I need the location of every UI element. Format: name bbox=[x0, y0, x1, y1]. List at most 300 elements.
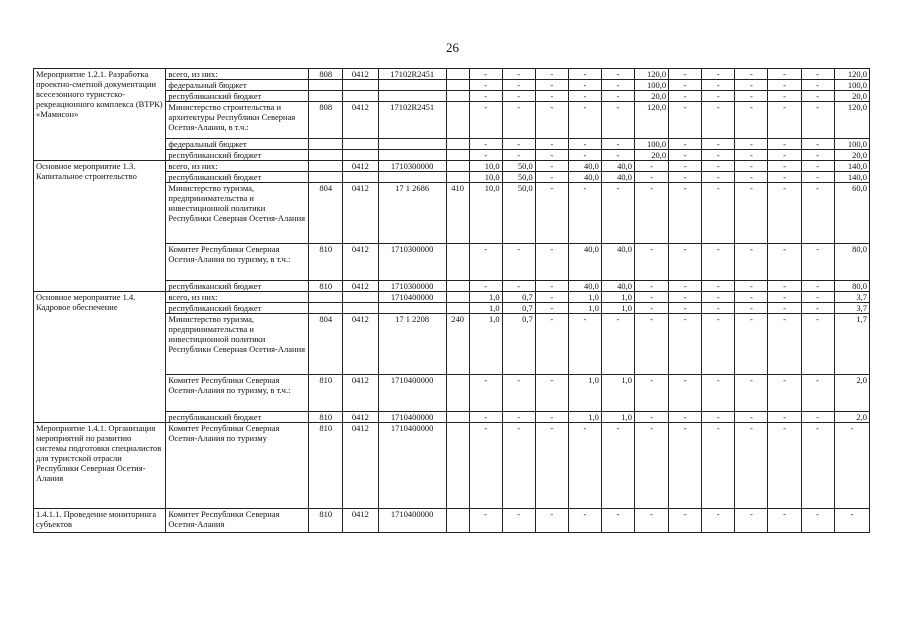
amount-cell: - bbox=[635, 281, 669, 292]
amount-cell: 10,0 bbox=[469, 161, 502, 172]
amount-cell: - bbox=[568, 91, 601, 102]
amount-cell: - bbox=[469, 412, 502, 423]
amount-cell: - bbox=[535, 139, 568, 150]
amount-cell: - bbox=[735, 183, 768, 244]
source-cell: Комитет Республики Северная Осетия-Алания по туризму bbox=[166, 423, 309, 509]
code-cell: 1710300000 bbox=[378, 244, 446, 281]
code-cell bbox=[309, 172, 343, 183]
amount-cell: - bbox=[801, 244, 834, 281]
code-cell: 1710300000 bbox=[378, 281, 446, 292]
amount-cell: - bbox=[502, 509, 535, 533]
code-cell bbox=[343, 172, 378, 183]
amount-cell: 2,0 bbox=[834, 412, 869, 423]
source-cell: Министерство строительства и архитектуры Республики Северная Осетия-Алания, в т.ч.: bbox=[166, 102, 309, 139]
amount-cell: - bbox=[635, 375, 669, 412]
amount-cell: - bbox=[735, 244, 768, 281]
amount-cell: - bbox=[735, 102, 768, 139]
code-cell: 810 bbox=[309, 509, 343, 533]
amount-cell: - bbox=[669, 375, 702, 412]
amount-cell: - bbox=[535, 244, 568, 281]
amount-cell: - bbox=[702, 412, 735, 423]
amount-cell: 20,0 bbox=[834, 91, 869, 102]
amount-cell: - bbox=[669, 69, 702, 80]
amount-cell: 1,0 bbox=[469, 292, 502, 303]
code-cell: 804 bbox=[309, 183, 343, 244]
amount-cell: - bbox=[669, 80, 702, 91]
code-cell bbox=[309, 303, 343, 314]
amount-cell: 50,0 bbox=[502, 183, 535, 244]
activity-cell: Мероприятие 1.4.1. Организация мероприятий по развитию системы подготовки специалистов для туристской отрасли Республики Северная Осетия-Алания bbox=[34, 423, 166, 509]
amount-cell: - bbox=[469, 244, 502, 281]
code-cell: 0412 bbox=[343, 102, 378, 139]
amount-cell: - bbox=[735, 292, 768, 303]
amount-cell: - bbox=[669, 172, 702, 183]
code-cell: 0412 bbox=[343, 281, 378, 292]
activity-cell: Основное мероприятие 1.3. Капитальное строительство bbox=[34, 161, 166, 292]
code-cell bbox=[309, 139, 343, 150]
amount-cell: - bbox=[669, 292, 702, 303]
activity-cell: Мероприятие 1.2.1. Разработка проектно-сметной документации всесезонного туристско-рекреационного комплекса (ВТРК) «Мамисон» bbox=[34, 69, 166, 161]
source-cell: республиканский бюджет bbox=[166, 172, 309, 183]
code-cell bbox=[446, 102, 469, 139]
amount-cell: - bbox=[502, 69, 535, 80]
amount-cell: 40,0 bbox=[568, 172, 601, 183]
amount-cell: - bbox=[768, 102, 801, 139]
amount-cell: - bbox=[735, 172, 768, 183]
code-cell: 0412 bbox=[343, 183, 378, 244]
amount-cell: - bbox=[768, 80, 801, 91]
code-cell: 1710400000 bbox=[378, 423, 446, 509]
amount-cell: 3,7 bbox=[834, 292, 869, 303]
code-cell bbox=[378, 91, 446, 102]
amount-cell: 60,0 bbox=[834, 183, 869, 244]
amount-cell: - bbox=[801, 303, 834, 314]
amount-cell: 100,0 bbox=[834, 139, 869, 150]
amount-cell: - bbox=[535, 172, 568, 183]
amount-cell: 0,7 bbox=[502, 314, 535, 375]
amount-cell: - bbox=[568, 150, 601, 161]
amount-cell: - bbox=[635, 183, 669, 244]
amount-cell: - bbox=[469, 423, 502, 509]
amount-cell: - bbox=[801, 80, 834, 91]
amount-cell: - bbox=[568, 102, 601, 139]
amount-cell: 3,7 bbox=[834, 303, 869, 314]
amount-cell: - bbox=[768, 139, 801, 150]
amount-cell: - bbox=[535, 183, 568, 244]
amount-cell: - bbox=[702, 281, 735, 292]
amount-cell: - bbox=[502, 423, 535, 509]
source-cell: Комитет Республики Северная Осетия-Алания по туризму, в т.ч.: bbox=[166, 244, 309, 281]
amount-cell: - bbox=[801, 102, 834, 139]
amount-cell: 10,0 bbox=[469, 183, 502, 244]
amount-cell: 40,0 bbox=[601, 244, 634, 281]
code-cell: 17102R2451 bbox=[378, 69, 446, 80]
amount-cell: - bbox=[601, 139, 634, 150]
code-cell bbox=[446, 375, 469, 412]
amount-cell: - bbox=[768, 150, 801, 161]
amount-cell: - bbox=[669, 150, 702, 161]
amount-cell: - bbox=[801, 161, 834, 172]
amount-cell: - bbox=[702, 91, 735, 102]
amount-cell: - bbox=[768, 509, 801, 533]
code-cell bbox=[309, 150, 343, 161]
amount-cell: - bbox=[535, 150, 568, 161]
code-cell: 1710400000 bbox=[378, 509, 446, 533]
code-cell bbox=[446, 139, 469, 150]
amount-cell: - bbox=[735, 161, 768, 172]
amount-cell: - bbox=[801, 183, 834, 244]
table-row bbox=[34, 292, 870, 303]
code-cell bbox=[309, 91, 343, 102]
amount-cell: 100,0 bbox=[635, 80, 669, 91]
amount-cell: 20,0 bbox=[635, 150, 669, 161]
amount-cell: 1,0 bbox=[568, 303, 601, 314]
amount-cell: - bbox=[768, 303, 801, 314]
amount-cell: 2,0 bbox=[834, 375, 869, 412]
amount-cell: - bbox=[469, 281, 502, 292]
amount-cell: - bbox=[735, 412, 768, 423]
code-cell bbox=[446, 423, 469, 509]
amount-cell: - bbox=[801, 375, 834, 412]
amount-cell: 140,0 bbox=[834, 172, 869, 183]
amount-cell: - bbox=[568, 314, 601, 375]
amount-cell: - bbox=[735, 80, 768, 91]
amount-cell: 40,0 bbox=[601, 281, 634, 292]
amount-cell: - bbox=[702, 150, 735, 161]
code-cell: 1710400000 bbox=[378, 292, 446, 303]
amount-cell: - bbox=[702, 244, 735, 281]
code-cell bbox=[446, 244, 469, 281]
amount-cell: 10,0 bbox=[469, 172, 502, 183]
amount-cell: 50,0 bbox=[502, 161, 535, 172]
amount-cell: - bbox=[702, 303, 735, 314]
code-cell bbox=[446, 80, 469, 91]
code-cell bbox=[446, 91, 469, 102]
amount-cell: 50,0 bbox=[502, 172, 535, 183]
amount-cell: - bbox=[834, 423, 869, 509]
amount-cell: 80,0 bbox=[834, 281, 869, 292]
amount-cell: 1,0 bbox=[601, 303, 634, 314]
amount-cell: 1,0 bbox=[469, 303, 502, 314]
amount-cell: - bbox=[635, 161, 669, 172]
amount-cell: - bbox=[601, 314, 634, 375]
amount-cell: - bbox=[635, 172, 669, 183]
code-cell: 808 bbox=[309, 102, 343, 139]
activity-cell: 1.4.1.1. Проведение мониторинга субъектов bbox=[34, 509, 166, 533]
amount-cell: - bbox=[669, 183, 702, 244]
amount-cell: - bbox=[834, 509, 869, 533]
amount-cell: - bbox=[568, 69, 601, 80]
amount-cell: - bbox=[801, 423, 834, 509]
amount-cell: - bbox=[768, 314, 801, 375]
amount-cell: - bbox=[669, 412, 702, 423]
source-cell: всего, из них: bbox=[166, 161, 309, 172]
amount-cell: - bbox=[568, 139, 601, 150]
source-cell: Комитет Республики Северная Осетия-Алания bbox=[166, 509, 309, 533]
amount-cell: 1,7 bbox=[834, 314, 869, 375]
amount-cell: - bbox=[635, 314, 669, 375]
amount-cell: - bbox=[768, 292, 801, 303]
amount-cell: - bbox=[669, 281, 702, 292]
code-cell: 0412 bbox=[343, 161, 378, 172]
amount-cell: 120,0 bbox=[834, 102, 869, 139]
code-cell: 0412 bbox=[343, 423, 378, 509]
source-cell: федеральный бюджет bbox=[166, 80, 309, 91]
amount-cell: - bbox=[702, 102, 735, 139]
amount-cell: - bbox=[735, 314, 768, 375]
amount-cell: - bbox=[568, 423, 601, 509]
amount-cell: 20,0 bbox=[635, 91, 669, 102]
amount-cell: 100,0 bbox=[635, 139, 669, 150]
amount-cell: 120,0 bbox=[635, 69, 669, 80]
amount-cell: - bbox=[568, 80, 601, 91]
amount-cell: - bbox=[535, 375, 568, 412]
amount-cell: 1,0 bbox=[568, 412, 601, 423]
code-cell bbox=[378, 80, 446, 91]
code-cell: 0412 bbox=[343, 509, 378, 533]
code-cell bbox=[309, 161, 343, 172]
code-cell: 810 bbox=[309, 375, 343, 412]
amount-cell: - bbox=[702, 69, 735, 80]
amount-cell: - bbox=[535, 102, 568, 139]
table-row bbox=[34, 69, 870, 80]
amount-cell: - bbox=[535, 412, 568, 423]
amount-cell: - bbox=[669, 161, 702, 172]
code-cell bbox=[343, 139, 378, 150]
amount-cell: - bbox=[502, 281, 535, 292]
code-cell bbox=[446, 303, 469, 314]
amount-cell: - bbox=[669, 244, 702, 281]
amount-cell: - bbox=[801, 69, 834, 80]
table-row bbox=[34, 423, 870, 509]
amount-cell: 120,0 bbox=[834, 69, 869, 80]
amount-cell: - bbox=[768, 375, 801, 412]
amount-cell: - bbox=[635, 244, 669, 281]
amount-cell: 0,7 bbox=[502, 303, 535, 314]
amount-cell: - bbox=[735, 139, 768, 150]
amount-cell: - bbox=[601, 80, 634, 91]
amount-cell: - bbox=[535, 161, 568, 172]
amount-cell: - bbox=[801, 91, 834, 102]
amount-cell: - bbox=[702, 423, 735, 509]
code-cell bbox=[446, 150, 469, 161]
code-cell bbox=[343, 150, 378, 161]
amount-cell: - bbox=[601, 183, 634, 244]
amount-cell: - bbox=[502, 412, 535, 423]
amount-cell: - bbox=[535, 303, 568, 314]
amount-cell: - bbox=[702, 314, 735, 375]
amount-cell: 40,0 bbox=[601, 161, 634, 172]
amount-cell: - bbox=[735, 281, 768, 292]
source-cell: федеральный бюджет bbox=[166, 139, 309, 150]
amount-cell: 0,7 bbox=[502, 292, 535, 303]
amount-cell: - bbox=[735, 303, 768, 314]
amount-cell: - bbox=[801, 150, 834, 161]
amount-cell: - bbox=[735, 69, 768, 80]
amount-cell: 40,0 bbox=[568, 161, 601, 172]
amount-cell: - bbox=[502, 244, 535, 281]
amount-cell: 1,0 bbox=[601, 412, 634, 423]
table-row bbox=[34, 509, 870, 533]
code-cell: 1710300000 bbox=[378, 161, 446, 172]
amount-cell: - bbox=[535, 69, 568, 80]
code-cell bbox=[378, 150, 446, 161]
amount-cell: 1,0 bbox=[568, 292, 601, 303]
amount-cell: - bbox=[735, 91, 768, 102]
amount-cell: 1,0 bbox=[469, 314, 502, 375]
code-cell: 0412 bbox=[343, 375, 378, 412]
amount-cell: - bbox=[502, 375, 535, 412]
amount-cell: - bbox=[768, 91, 801, 102]
amount-cell: - bbox=[502, 91, 535, 102]
amount-cell: 40,0 bbox=[568, 281, 601, 292]
amount-cell: - bbox=[801, 292, 834, 303]
amount-cell: - bbox=[535, 91, 568, 102]
code-cell: 810 bbox=[309, 412, 343, 423]
amount-cell: - bbox=[768, 172, 801, 183]
amount-cell: - bbox=[801, 281, 834, 292]
amount-cell: - bbox=[502, 80, 535, 91]
source-cell: республиканский бюджет bbox=[166, 91, 309, 102]
amount-cell: - bbox=[768, 183, 801, 244]
source-cell: республиканский бюджет bbox=[166, 303, 309, 314]
code-cell: 17 1 2686 bbox=[378, 183, 446, 244]
amount-cell: - bbox=[669, 314, 702, 375]
code-cell: 410 bbox=[446, 183, 469, 244]
amount-cell: - bbox=[768, 423, 801, 509]
code-cell: 804 bbox=[309, 314, 343, 375]
amount-cell: - bbox=[469, 375, 502, 412]
amount-cell: 1,0 bbox=[568, 375, 601, 412]
budget-table bbox=[33, 68, 870, 533]
source-cell: Комитет Республики Северная Осетия-Алания по туризму, в т.ч.: bbox=[166, 375, 309, 412]
amount-cell: - bbox=[469, 69, 502, 80]
amount-cell: - bbox=[735, 509, 768, 533]
code-cell: 1710400000 bbox=[378, 412, 446, 423]
amount-cell: - bbox=[601, 150, 634, 161]
amount-cell: 80,0 bbox=[834, 244, 869, 281]
code-cell: 810 bbox=[309, 423, 343, 509]
amount-cell: - bbox=[635, 292, 669, 303]
amount-cell: - bbox=[801, 314, 834, 375]
code-cell: 810 bbox=[309, 281, 343, 292]
code-cell bbox=[378, 172, 446, 183]
amount-cell: - bbox=[735, 375, 768, 412]
amount-cell: - bbox=[635, 303, 669, 314]
amount-cell: - bbox=[568, 509, 601, 533]
code-cell bbox=[343, 91, 378, 102]
amount-cell: 140,0 bbox=[834, 161, 869, 172]
amount-cell: - bbox=[469, 80, 502, 91]
activity-cell: Основное мероприятие 1.4. Кадровое обеспечение bbox=[34, 292, 166, 423]
amount-cell: - bbox=[469, 102, 502, 139]
amount-cell: 40,0 bbox=[568, 244, 601, 281]
code-cell bbox=[446, 281, 469, 292]
amount-cell: - bbox=[735, 150, 768, 161]
amount-cell: - bbox=[801, 139, 834, 150]
amount-cell: - bbox=[768, 69, 801, 80]
amount-cell: - bbox=[801, 509, 834, 533]
code-cell bbox=[343, 80, 378, 91]
amount-cell: - bbox=[702, 183, 735, 244]
code-cell bbox=[378, 303, 446, 314]
amount-cell: - bbox=[601, 102, 634, 139]
source-cell: всего, из них: bbox=[166, 292, 309, 303]
code-cell bbox=[446, 161, 469, 172]
amount-cell: - bbox=[535, 292, 568, 303]
code-cell bbox=[446, 69, 469, 80]
amount-cell: - bbox=[535, 509, 568, 533]
amount-cell: - bbox=[669, 303, 702, 314]
amount-cell: - bbox=[502, 150, 535, 161]
code-cell: 240 bbox=[446, 314, 469, 375]
amount-cell: 1,0 bbox=[601, 292, 634, 303]
amount-cell: - bbox=[568, 183, 601, 244]
code-cell: 810 bbox=[309, 244, 343, 281]
source-cell: республиканский бюджет bbox=[166, 412, 309, 423]
amount-cell: - bbox=[702, 292, 735, 303]
table-row bbox=[34, 161, 870, 172]
code-cell bbox=[309, 292, 343, 303]
source-cell: республиканский бюджет bbox=[166, 281, 309, 292]
amount-cell: - bbox=[502, 102, 535, 139]
amount-cell: - bbox=[702, 139, 735, 150]
amount-cell: - bbox=[768, 161, 801, 172]
code-cell: 0412 bbox=[343, 314, 378, 375]
amount-cell: - bbox=[669, 91, 702, 102]
code-cell: 808 bbox=[309, 69, 343, 80]
amount-cell: - bbox=[702, 375, 735, 412]
code-cell: 1710400000 bbox=[378, 375, 446, 412]
amount-cell: - bbox=[801, 412, 834, 423]
amount-cell: - bbox=[669, 423, 702, 509]
code-cell bbox=[343, 292, 378, 303]
amount-cell: - bbox=[669, 139, 702, 150]
amount-cell: - bbox=[535, 80, 568, 91]
code-cell bbox=[343, 303, 378, 314]
amount-cell: - bbox=[735, 423, 768, 509]
amount-cell: - bbox=[635, 412, 669, 423]
code-cell bbox=[446, 412, 469, 423]
amount-cell: - bbox=[635, 423, 669, 509]
code-cell bbox=[446, 509, 469, 533]
amount-cell: - bbox=[669, 509, 702, 533]
code-cell: 0412 bbox=[343, 412, 378, 423]
source-cell: Министерство туризма, предпринимательства и инвестиционной политики Республики Северная Осетия-Алания bbox=[166, 183, 309, 244]
amount-cell: - bbox=[702, 509, 735, 533]
amount-cell: - bbox=[635, 509, 669, 533]
code-cell: 0412 bbox=[343, 244, 378, 281]
amount-cell: - bbox=[601, 423, 634, 509]
amount-cell: - bbox=[535, 281, 568, 292]
amount-cell: 40,0 bbox=[601, 172, 634, 183]
code-cell bbox=[309, 80, 343, 91]
source-cell: республиканский бюджет bbox=[166, 150, 309, 161]
code-cell: 17102R2451 bbox=[378, 102, 446, 139]
amount-cell: - bbox=[469, 509, 502, 533]
source-cell: Министерство туризма, предпринимательства и инвестиционной политики Республики Северная Осетия-Алания bbox=[166, 314, 309, 375]
amount-cell: - bbox=[702, 80, 735, 91]
amount-cell: - bbox=[601, 509, 634, 533]
code-cell: 0412 bbox=[343, 69, 378, 80]
amount-cell: - bbox=[801, 172, 834, 183]
amount-cell: 1,0 bbox=[601, 375, 634, 412]
amount-cell: - bbox=[469, 91, 502, 102]
code-cell bbox=[446, 172, 469, 183]
amount-cell: 120,0 bbox=[635, 102, 669, 139]
amount-cell: - bbox=[535, 423, 568, 509]
amount-cell: - bbox=[469, 150, 502, 161]
